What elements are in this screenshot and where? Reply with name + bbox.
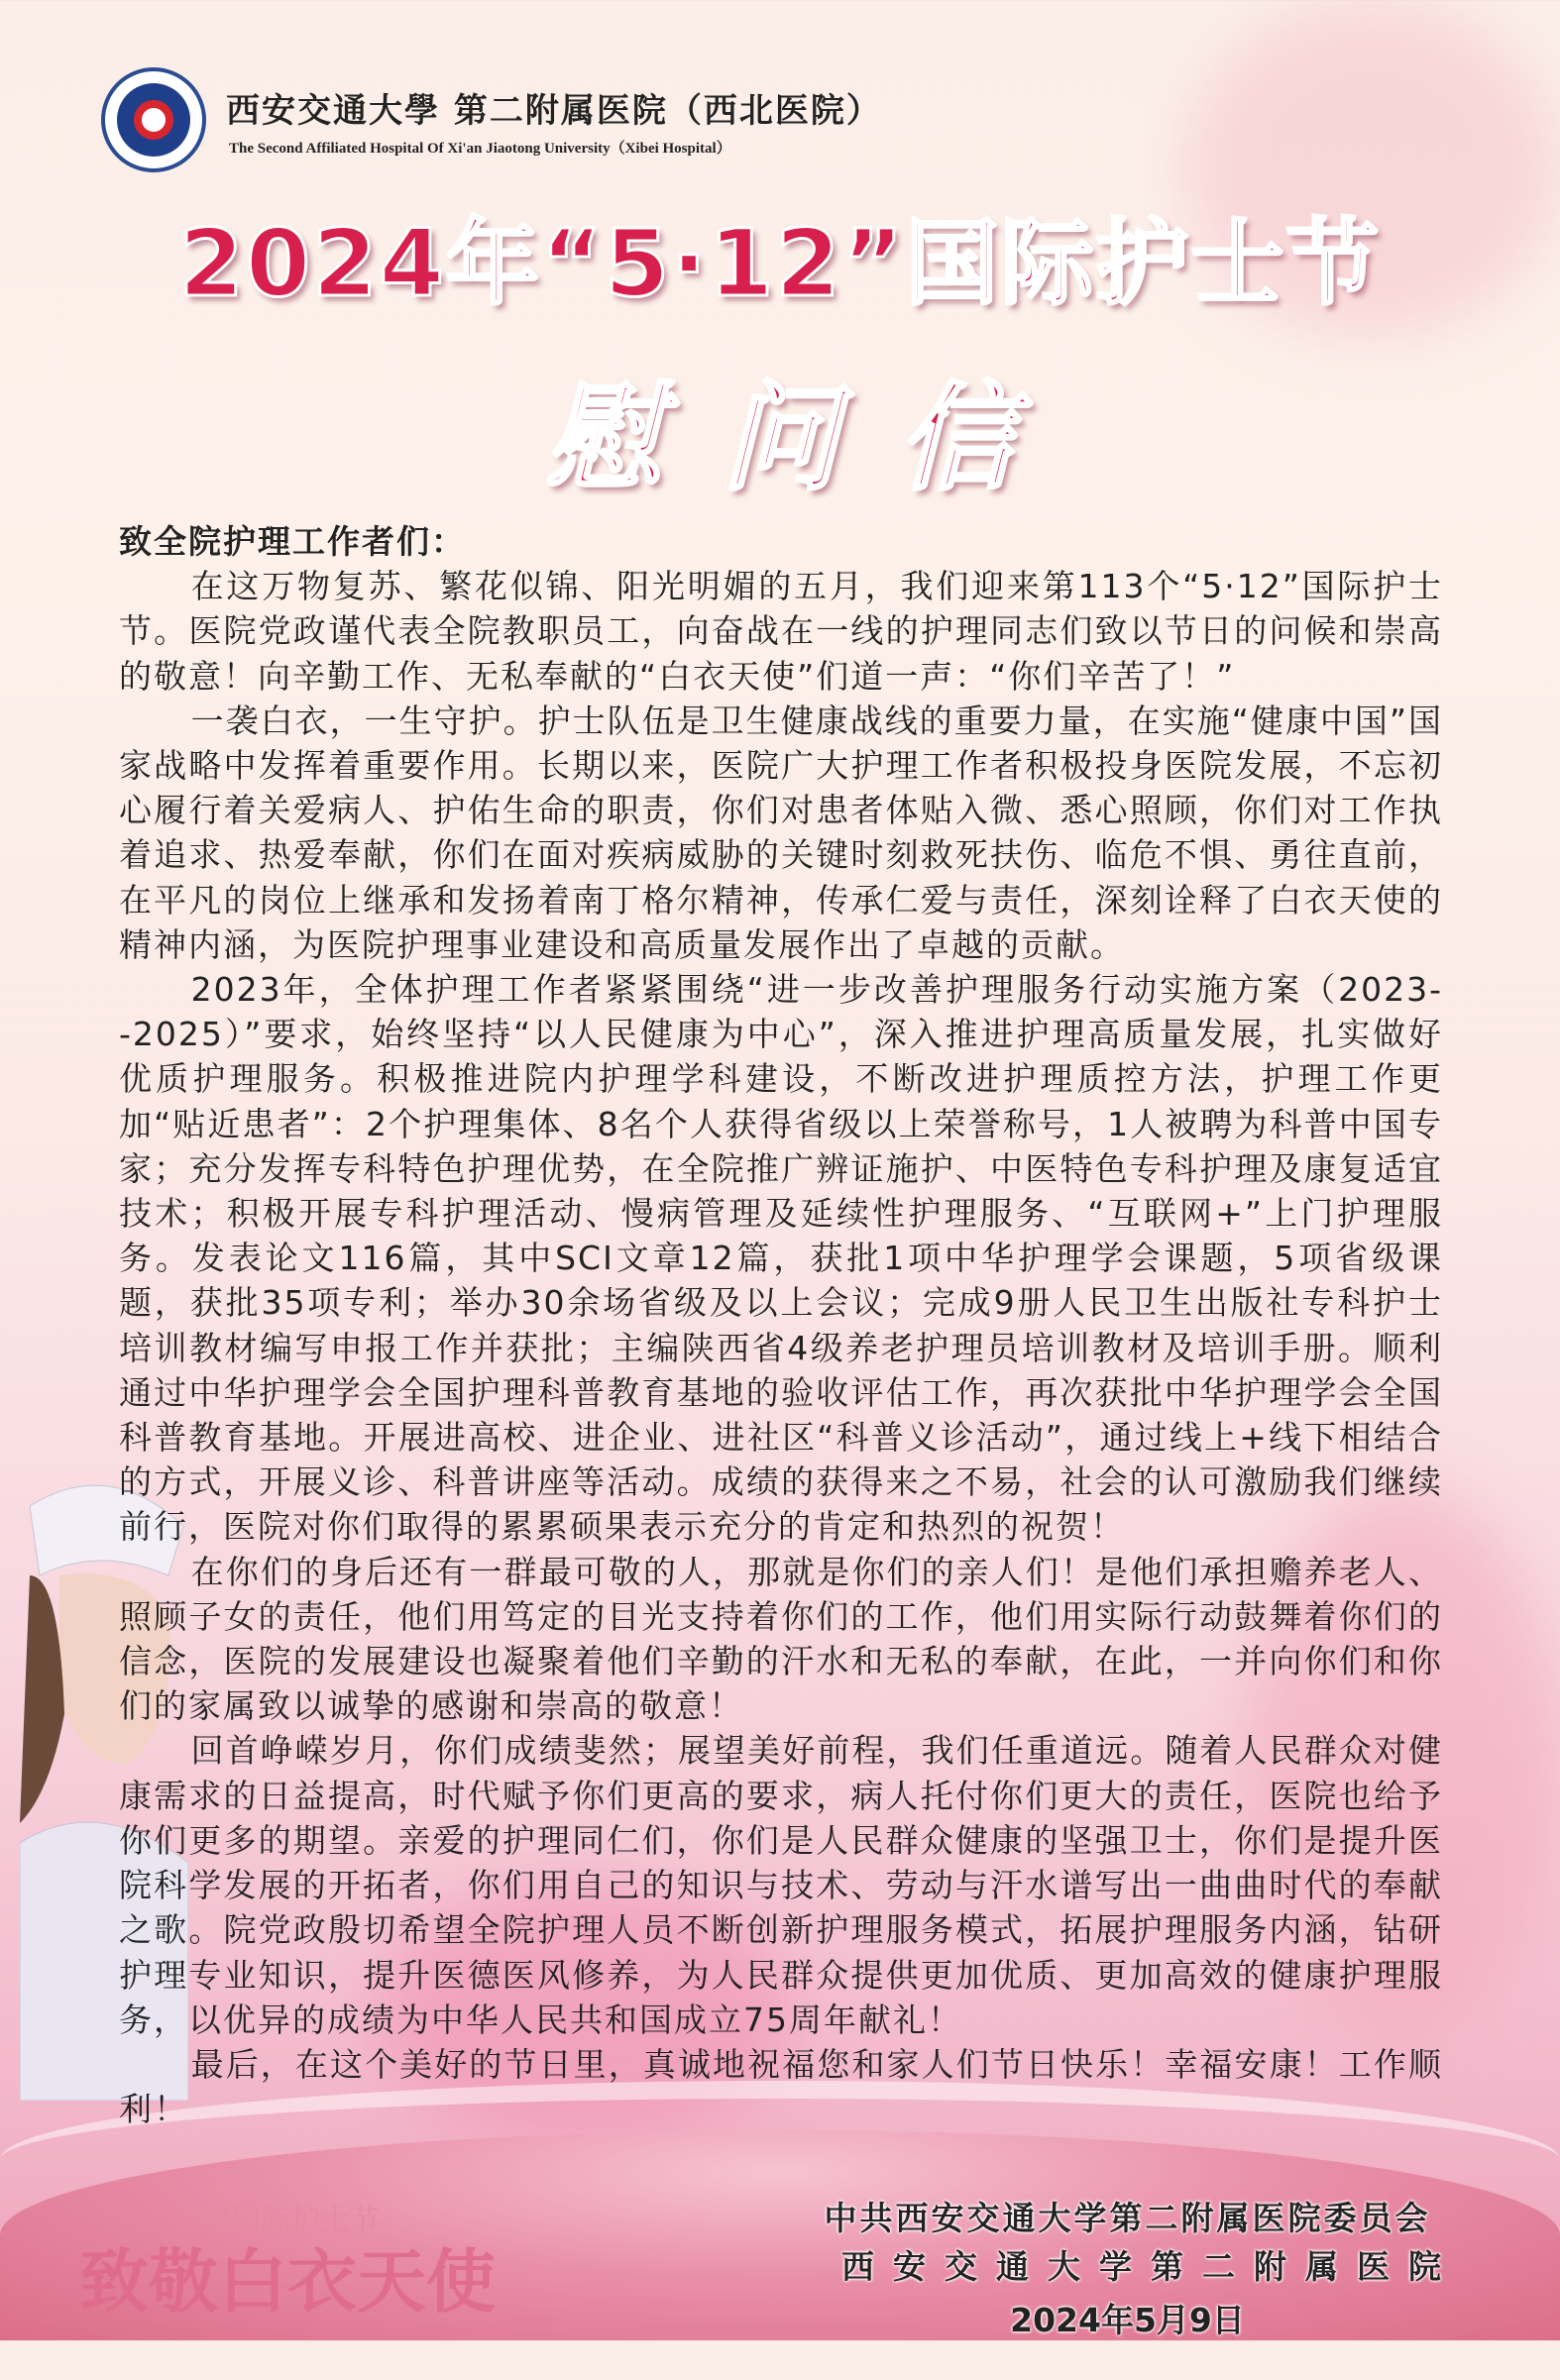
signature-hospital: 西安交通大学第二附属医院 xyxy=(841,2247,1460,2287)
slogan-block xyxy=(79,2199,496,2324)
slogan-big: 致敬白衣天使 xyxy=(79,2240,496,2324)
signature-block xyxy=(823,2199,1460,2340)
letter-paragraph: 在这万物复苏、繁花似锦、阳光明媚的五月，我们迎来第113个“5·12”国际护士节。医院党政谨代表全院教职员工，向奋战在一线的护理同志们致以节日的问候和崇高的敬意！向辛勤工作、无私奉献的“白衣天使”们道一声：“你们辛苦了！” xyxy=(119,567,1443,696)
slogan-small: 512国际护士节 xyxy=(174,2204,381,2239)
letter-paragraph: 2023年，全体护理工作者紧紧围绕“进一步改善护理服务行动实施方案（2023--2025）”要求，始终坚持“以人民健康为中心”，深入推进护理高质量发展，扎实做好优质护理服务。积极推进院内护理学科建设，不断改进护理质控方法，护理工作更加“贴近患者”：2个护理集体、8名个人获得省级以上荣誉称号，1人被聘为科普中国专家；充分发挥专科特色护理优势，在全院推广辨证施护、中医特色专科护理及康复适宜技术；积极开展专科护理活动、慢病管理及延续性护理服务、“互联网+”上门护理服务。发表论文116篇，其中SCI文章12篇，获批1项中华护理学会课题，5项省级课题，获批35项专利；举办30余场省级及以上会议；完成9册人民卫生出版社专科护士培训教材编写申报工作并获批；主编陕西省4级养老护理员培训教材及培训手册。顺利通过中华护理学会全国护理科普教育基地的验收评估工作，再次获批中华护理学会全国科普教育基地。开展进高校、进企业、进社区“科普义诊活动”，通过线上+线下相结合的方式，开展义诊、科普讲座等活动。成绩的获得来之不易，社会的认可激励我们继续前行，医院对你们取得的累累硕果表示充分的肯定和热烈的祝贺！ xyxy=(119,970,1443,1547)
letter-paragraph: 在你们的身后还有一群最可敬的人，那就是你们的亲人们！是他们承担赡养老人、照顾子女的责任，他们用笃定的目光支持着你们的工作，他们用实际行动鼓舞着你们的信念，医院的发展建设也凝聚着他们辛勤的汗水和无私的奉献，在此，一并向你们和你们的家属致以诚挚的感谢和崇高的敬意！ xyxy=(119,1552,1443,1726)
signature-party-committee: 中共西安交通大学第二附属医院委员会 xyxy=(824,2199,1431,2238)
letter-paragraph: 最后，在这个美好的节日里，真诚地祝福您和家人们节日快乐！幸福安康！工作顺利！ xyxy=(119,2044,1443,2129)
letter-paragraph: 一袭白衣，一生守护。护士队伍是卫生健康战线的重要力量，在实施“健康中国”国家战略中发挥着重要作用。长期以来，医院广大护理工作者积极投身医院发展，不忘初心履行着关爱病人、护佑生命的职责，你们对患者体贴入微、悉心照顾，你们对工作执着追求、热爱奉献，你们在面对疾病威胁的关键时刻救死扶伤、临危不惧、勇往直前，在平凡的岗位上继承和发扬着南丁格尔精神，传承仁爱与责任，深刻诠释了白衣天使的精神内涵，为医院护理事业建设和高质量发展作出了卓越的贡献。 xyxy=(119,701,1443,964)
hospital-logo xyxy=(101,67,206,172)
content-column xyxy=(79,519,1460,2380)
hospital-name-cn: 西安交通大學 第二附属医院（西北医院） xyxy=(226,91,882,131)
letter-date: 2024年5月9日 xyxy=(1010,2301,1245,2340)
page-subtitle: 慰问信 xyxy=(544,369,1074,506)
page-title: 2024年“5·12”国际护士节 xyxy=(178,210,1382,318)
hospital-name-en: The Second Affiliated Hospital Of Xi'an Jiaotong University（Xibei Hospital） xyxy=(229,141,731,157)
letter-greeting: 致全院护理工作者们： xyxy=(119,522,466,561)
letter-paragraph: 回首峥嵘岁月，你们成绩斐然；展望美好前程，我们任重道远。随着人民群众对健康需求的日益提高，时代赋予你们更高的要求，病人托付你们更大的责任，医院也给予你们更多的期望。亲爱的护理同仁们，你们是人民群众健康的坚强卫士，你们是提升医院科学发展的开拓者，你们用自己的知识与技术、劳动与汗水谱写出一曲曲时代的奉献之歌。院党政殷切希望全院护理人员不断创新护理服务模式，拓展护理服务内涵，钻研护理专业知识，提升医德医风修养，为人民群众提供更加优质、更加高效的健康护理服务，以优异的成绩为中华人民共和国成立75周年献礼！ xyxy=(119,1731,1443,2039)
letter-body xyxy=(119,519,1443,2131)
letter-footer xyxy=(79,2199,1460,2380)
